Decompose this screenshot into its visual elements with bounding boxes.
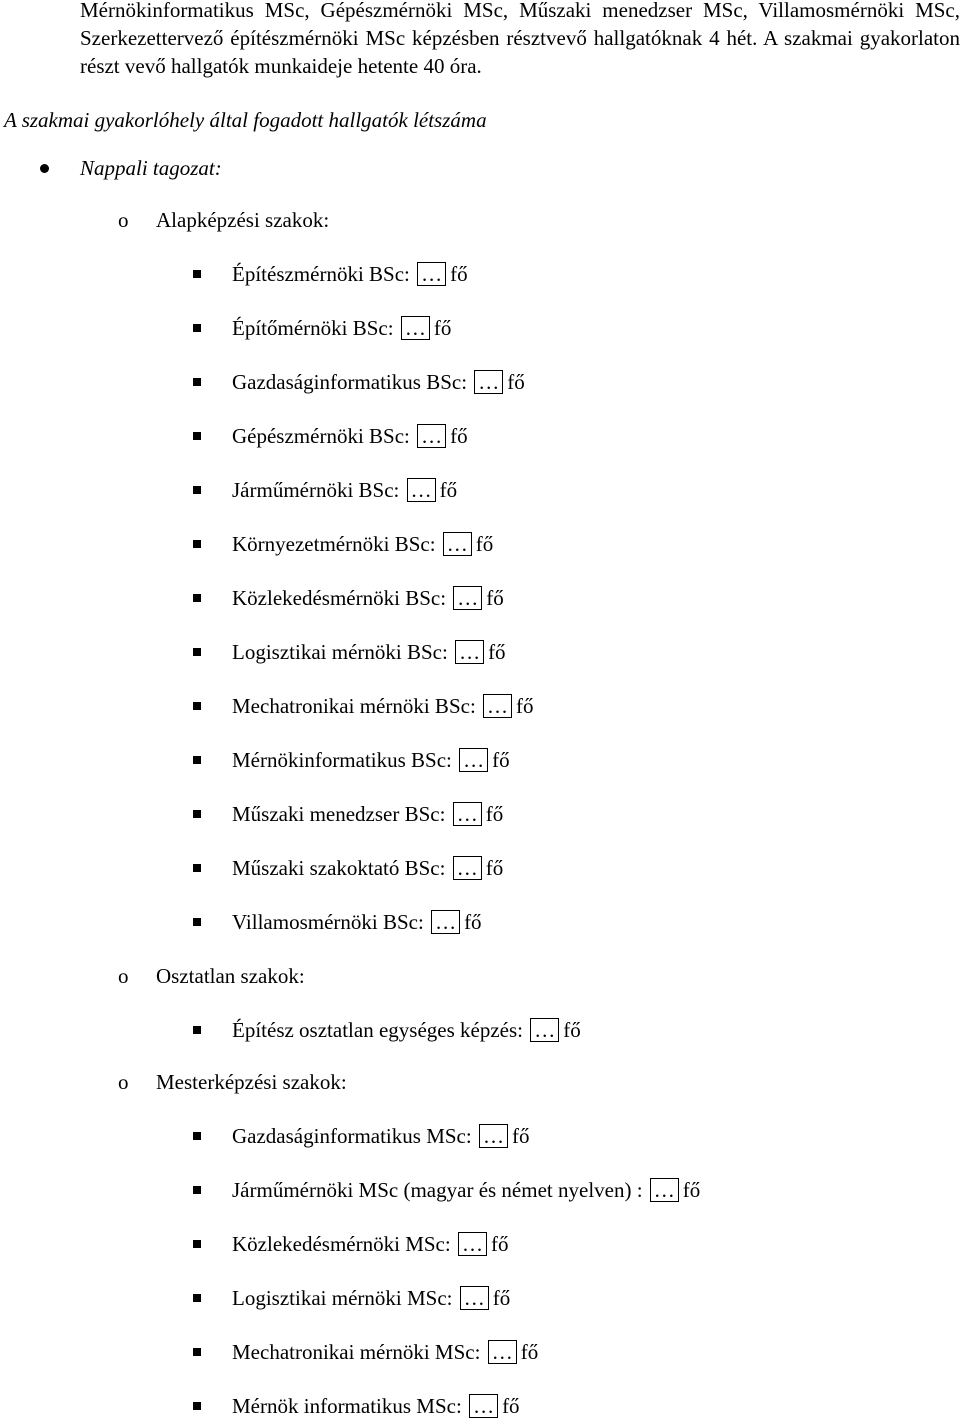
list-item — [232, 1124, 529, 1148]
square-bullet-icon — [193, 1026, 201, 1034]
count-field[interactable]: … — [453, 802, 482, 826]
bullet-dot-icon — [40, 164, 49, 173]
item-label: Logisztikai mérnöki BSc: — [232, 640, 448, 664]
count-field[interactable]: … — [460, 1286, 489, 1310]
square-bullet-icon — [193, 702, 201, 710]
list-item — [232, 1286, 510, 1310]
unit-label: fő — [492, 1286, 511, 1310]
count-field[interactable]: … — [459, 748, 488, 772]
item-label: Járműmérnöki MSc (magyar és német nyelven) : — [232, 1178, 643, 1202]
list-item — [232, 262, 468, 286]
nappali-tagozat-label: Nappali tagozat: — [80, 156, 222, 180]
item-label: Mérnökinformatikus BSc: — [232, 748, 452, 772]
count-field[interactable]: … — [488, 1340, 517, 1364]
count-field[interactable]: … — [650, 1178, 679, 1202]
square-bullet-icon — [193, 648, 201, 656]
count-field[interactable]: … — [530, 1018, 559, 1042]
undivided-group-label: Osztatlan szakok: — [156, 964, 305, 988]
square-bullet-icon — [193, 918, 201, 926]
list-item — [232, 640, 506, 664]
bsc-group-label: Alapképzési szakok: — [156, 208, 330, 232]
unit-label: fő — [516, 694, 534, 718]
unit-label: fő — [450, 262, 468, 286]
square-bullet-icon — [193, 378, 201, 386]
list-item — [232, 532, 493, 556]
list-item — [232, 748, 510, 772]
square-bullet-icon — [193, 756, 201, 764]
item-label: Gazdaságinformatikus BSc: — [232, 370, 468, 394]
unit-label: fő — [507, 370, 525, 394]
section-heading: A szakmai gyakorlóhely által fogadott hallgatók létszáma — [4, 108, 487, 132]
square-bullet-icon — [193, 270, 201, 278]
unit-label: fő — [563, 1018, 581, 1042]
item-label: Mérnök informatikus MSc: — [232, 1394, 462, 1418]
circle-bullet-icon: o — [118, 964, 129, 988]
count-field[interactable]: … — [443, 532, 472, 556]
count-field[interactable]: … — [474, 370, 503, 394]
count-field[interactable]: … — [458, 1232, 487, 1256]
square-bullet-icon — [193, 1402, 201, 1410]
unit-label: fő — [464, 910, 482, 934]
count-field[interactable]: … — [453, 586, 482, 610]
item-label: Építész osztatlan egységes képzés: — [232, 1018, 523, 1042]
unit-label: fő — [511, 1124, 530, 1148]
item-label: Logisztikai mérnöki MSc: — [232, 1286, 453, 1310]
square-bullet-icon — [193, 1294, 201, 1302]
square-bullet-icon — [193, 324, 201, 332]
item-label: Mechatronikai mérnöki BSc: — [232, 694, 476, 718]
unit-label: fő — [450, 424, 468, 448]
count-field[interactable]: … — [431, 910, 460, 934]
unit-label: fő — [486, 586, 504, 610]
circle-bullet-icon: o — [118, 1070, 129, 1094]
square-bullet-icon — [193, 1240, 201, 1248]
unit-label: fő — [485, 856, 504, 880]
list-item — [232, 424, 468, 448]
list-item — [232, 1340, 538, 1364]
square-bullet-icon — [193, 540, 201, 548]
count-field[interactable]: … — [455, 640, 484, 664]
unit-label: fő — [433, 316, 452, 340]
list-item — [232, 370, 525, 394]
item-label: Mechatronikai mérnöki MSc: — [232, 1340, 481, 1364]
unit-label: fő — [488, 640, 506, 664]
item-label: Építészmérnöki BSc: — [232, 262, 410, 286]
intro-text: Mérnökinformatikus MSc, Gépészmérnöki MSc, Műszaki menedzser MSc, Villamosmérnöki MSc, Szerkezettervező építészmérnöki MSc képzésben résztvevő hallgatóknak 4 hét. A szakmai gyakorlaton részt vevő hallgatók munkaideje hetente 40 óra. — [80, 0, 960, 78]
list-item — [232, 694, 534, 718]
msc-group-label: Mesterképzési szakok: — [156, 1070, 347, 1094]
count-field[interactable]: … — [417, 424, 446, 448]
circle-bullet-icon: o — [118, 208, 129, 232]
item-label: Gépészmérnöki BSc: — [232, 424, 410, 448]
square-bullet-icon — [193, 432, 201, 440]
intro-paragraph — [80, 0, 960, 80]
list-item — [232, 856, 503, 880]
count-field[interactable]: … — [479, 1124, 508, 1148]
item-label: Műszaki menedzser BSc: — [232, 802, 446, 826]
count-field[interactable]: … — [417, 262, 446, 286]
unit-label: fő — [502, 1394, 520, 1418]
square-bullet-icon — [193, 1348, 201, 1356]
list-item — [232, 586, 504, 610]
unit-label: fő — [490, 1232, 509, 1256]
square-bullet-icon — [193, 486, 201, 494]
item-label: Járműmérnöki BSc: — [232, 478, 400, 502]
unit-label: fő — [492, 748, 510, 772]
unit-label: fő — [682, 1178, 701, 1202]
unit-label: fő — [485, 802, 504, 826]
unit-label: fő — [475, 532, 494, 556]
list-item — [232, 1178, 700, 1202]
item-label: Villamosmérnöki BSc: — [232, 910, 424, 934]
square-bullet-icon — [193, 594, 201, 602]
item-label: Környezetmérnöki BSc: — [232, 532, 436, 556]
list-item — [232, 802, 503, 826]
item-label: Építőmérnöki BSc: — [232, 316, 394, 340]
count-field[interactable]: … — [401, 316, 430, 340]
count-field[interactable]: … — [469, 1394, 498, 1418]
list-item — [232, 1394, 520, 1418]
count-field[interactable]: … — [483, 694, 512, 718]
item-label: Gazdaságinformatikus MSc: — [232, 1124, 472, 1148]
item-label: Műszaki szakoktató BSc: — [232, 856, 446, 880]
unit-label: fő — [520, 1340, 539, 1364]
item-label: Közlekedésmérnöki MSc: — [232, 1232, 451, 1256]
square-bullet-icon — [193, 810, 201, 818]
list-item — [232, 910, 482, 934]
list-item — [232, 478, 457, 502]
list-item — [232, 316, 451, 340]
square-bullet-icon — [193, 1186, 201, 1194]
unit-label: fő — [439, 478, 458, 502]
square-bullet-icon — [193, 1132, 201, 1140]
count-field[interactable]: … — [453, 856, 482, 880]
count-field[interactable]: … — [407, 478, 436, 502]
square-bullet-icon — [193, 864, 201, 872]
list-item — [232, 1232, 508, 1256]
list-item — [232, 1018, 581, 1042]
item-label: Közlekedésmérnöki BSc: — [232, 586, 447, 610]
